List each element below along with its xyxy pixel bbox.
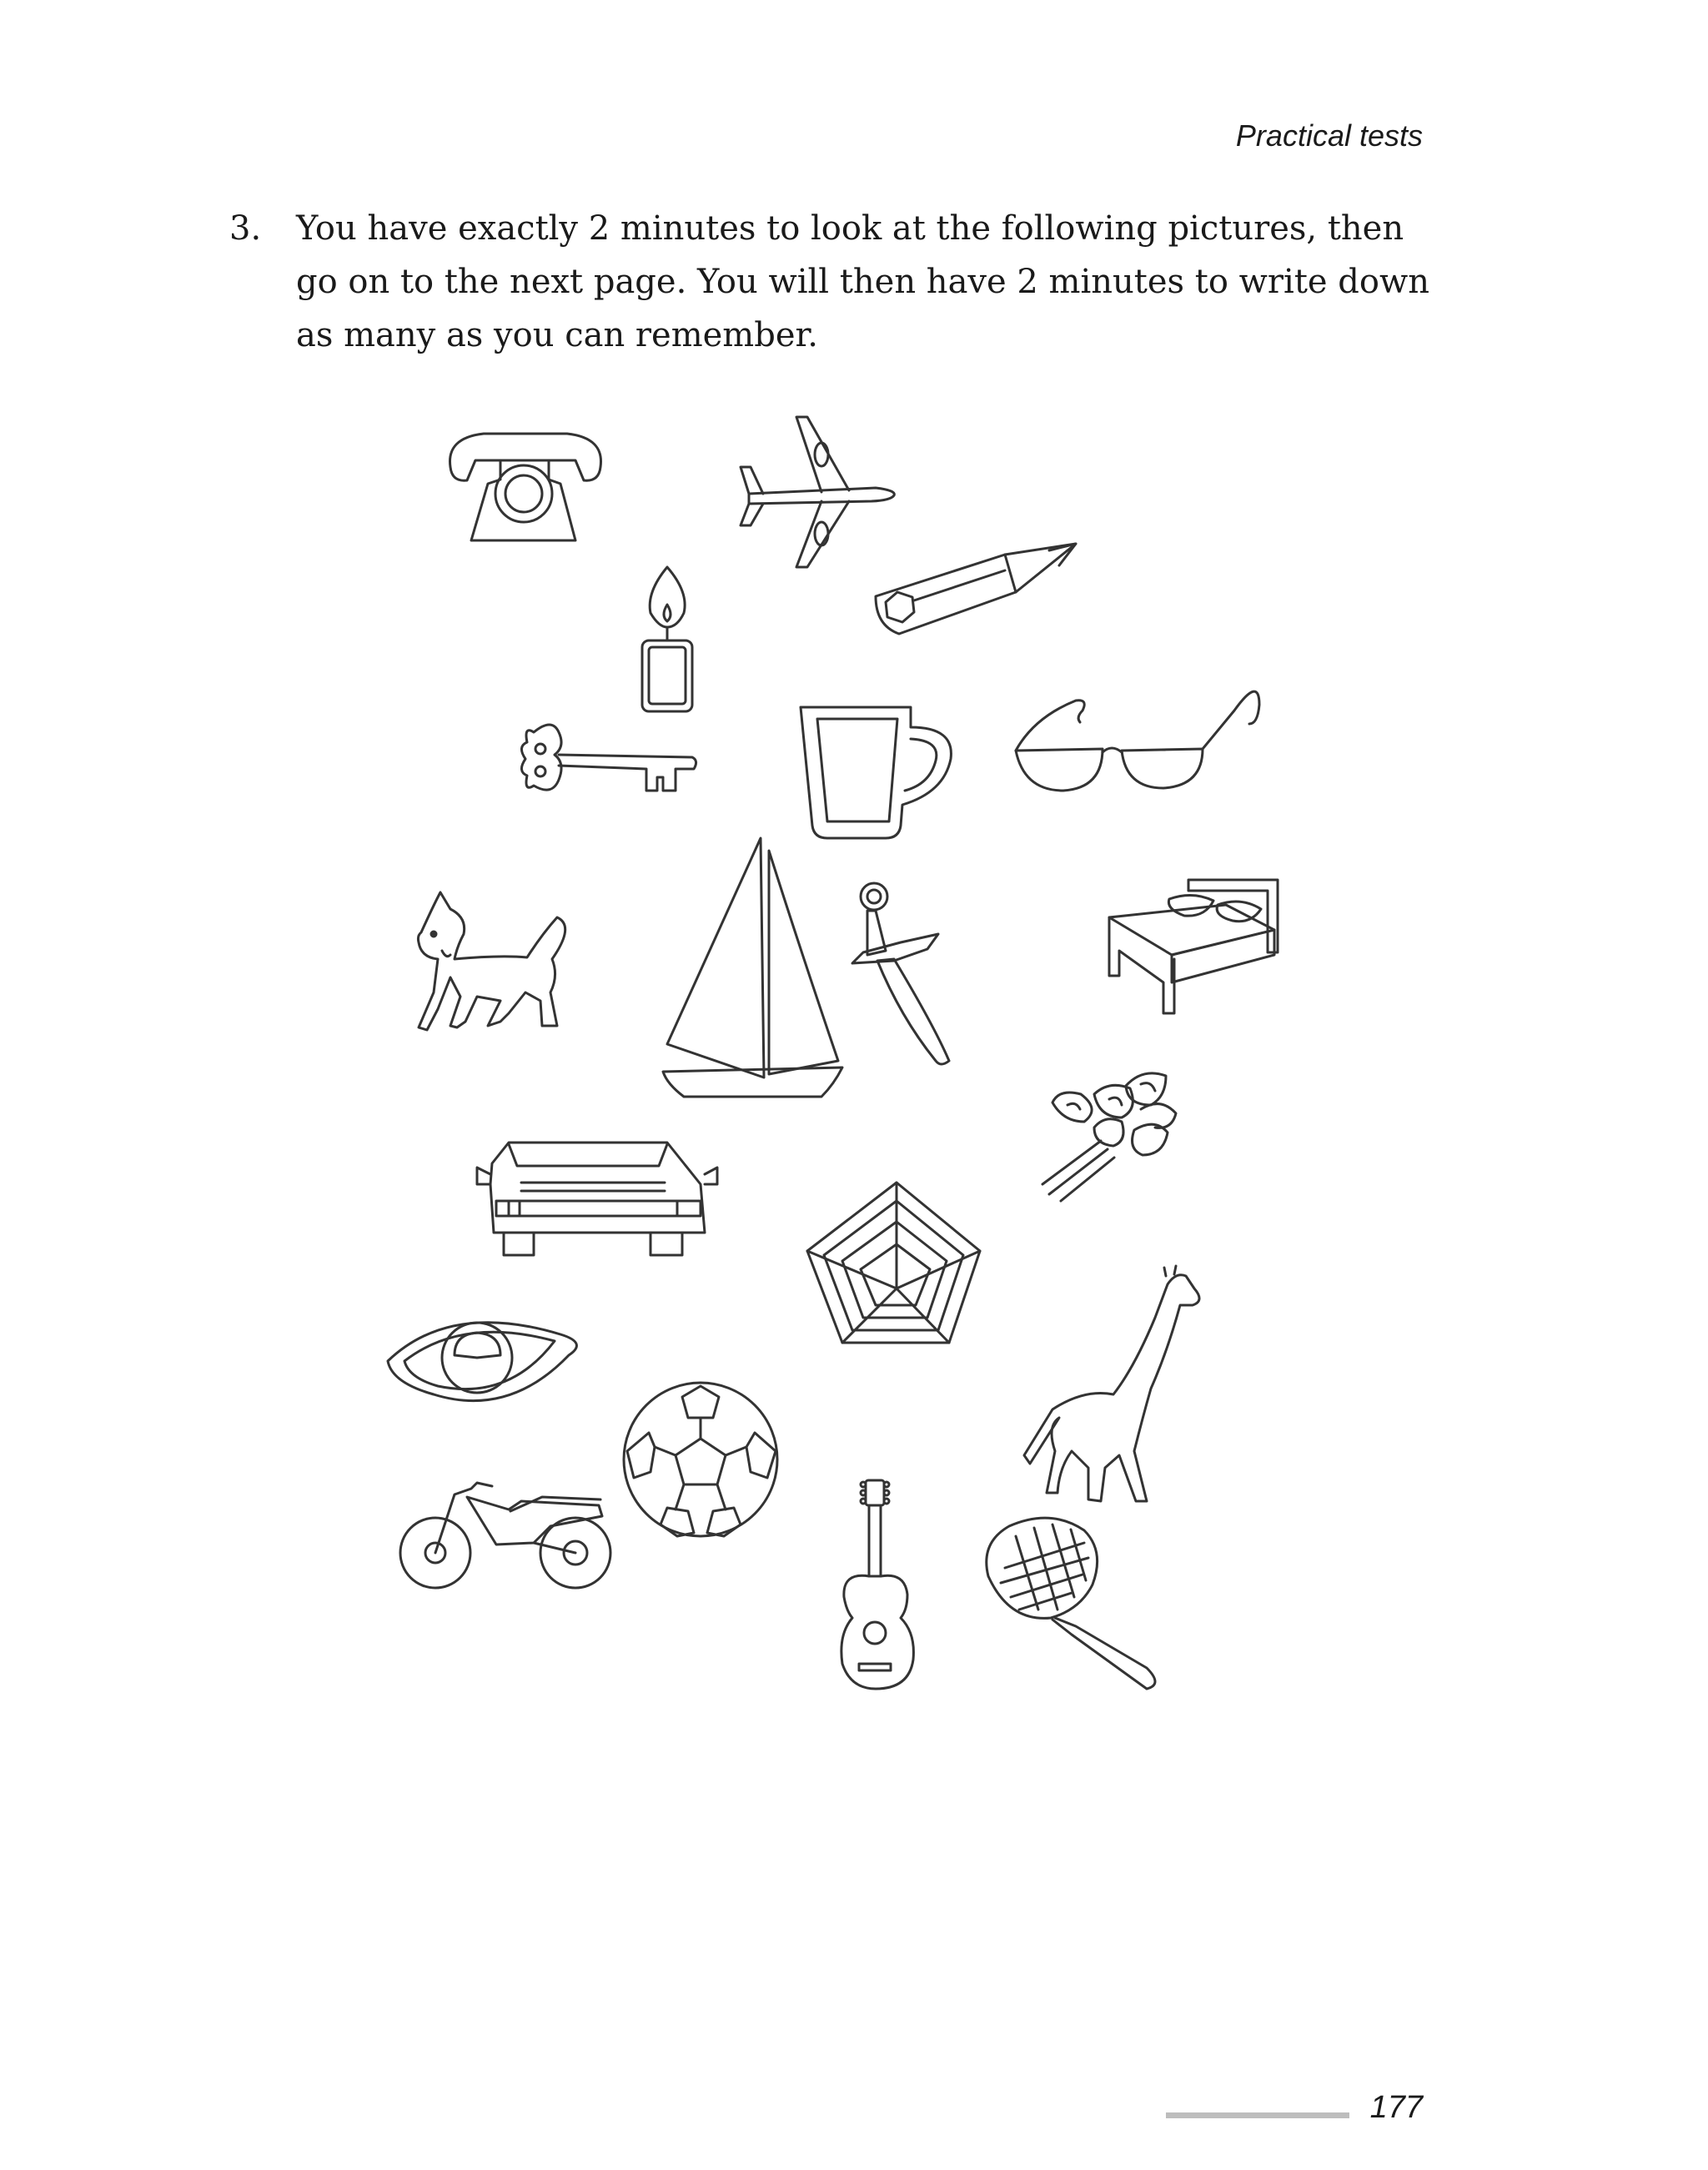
airplane-icon	[741, 417, 894, 567]
guitar-icon	[841, 1480, 914, 1689]
spiderweb-icon	[807, 1183, 980, 1343]
telephone-icon	[450, 434, 601, 540]
tennis-racket-icon	[987, 1518, 1155, 1689]
dog-icon	[418, 892, 565, 1030]
glasses-icon	[1016, 691, 1259, 791]
football-icon	[624, 1383, 777, 1536]
giraffe-icon	[1024, 1266, 1199, 1501]
question-number: 3.	[229, 209, 262, 248]
footer-rule	[1166, 2112, 1349, 2118]
motorcycle-icon	[400, 1483, 610, 1588]
question-text: You have exactly 2 minutes to look at the following pictures, then go on to the next page. You will then have 2 minutes to write down as many as you can remember.	[296, 209, 1429, 354]
page-number: 177	[1369, 2090, 1423, 2125]
key-icon	[521, 725, 696, 791]
dagger-icon	[852, 883, 949, 1064]
roses-icon	[1042, 1073, 1176, 1201]
running-header: Practical tests	[1235, 118, 1423, 153]
sailboat-icon	[663, 838, 842, 1097]
eye-icon	[388, 1323, 576, 1401]
candle-icon	[642, 567, 692, 711]
pencil-icon	[876, 544, 1076, 634]
car-icon	[477, 1143, 717, 1255]
mug-icon	[801, 707, 951, 838]
bed-icon	[1109, 880, 1278, 1013]
